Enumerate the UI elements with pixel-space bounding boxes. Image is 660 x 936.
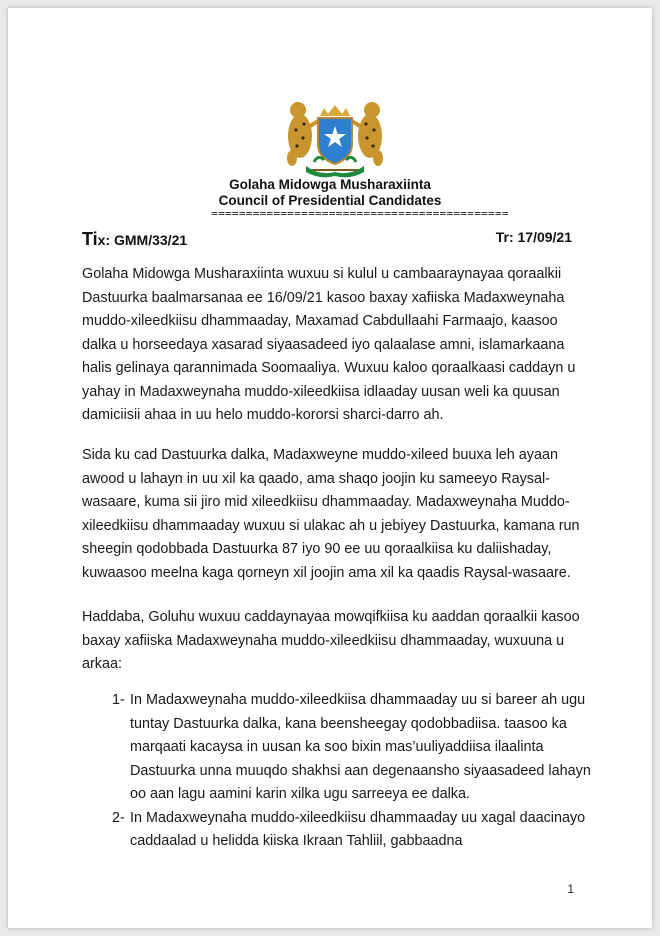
reference-prefix: Ti [82, 229, 98, 249]
council-name-english: Council of Presidential Candidates [218, 193, 442, 208]
right-leopard [350, 102, 383, 166]
list-item [112, 689, 602, 807]
list-marker: 2- [112, 809, 125, 826]
somalia-coat-of-arms [270, 96, 400, 180]
paragraph-2: Sida ku cad Dastuurka dalka, Madaxweyne muddo-xileed buuxa leh ayaan awood u lahayn in uu xil ka qaado, ama shaqo joojin ku sameeyo Raysal-wasaare, kuma sii jiro mid xileedkiisu dhammaaday. Madaxweynaha Muddo-xileedkiisu dhammaaday wuxuu si ulakac ah u jebiyey Dastuurka, kamana run sheegin qodobbada Dastuurka 87 iyo 90 ee uu qoraalkiisa ku daliishaday, kuwaasoo meelna kaga qorneyn xil joojin ama xil ka qaadis Raysal-wasaare. [82, 447, 580, 581]
document-date: Tr: 17/09/21 [495, 229, 572, 245]
reference-number [82, 229, 187, 250]
list-item [112, 807, 602, 854]
crown-icon [320, 105, 350, 116]
paragraph-1: Golaha Midowga Musharaxiinta wuxuu si kulul u cambaaraynayaa qoraalkii Dastuurka baalmarsanaa ee 16/09/21 kasoo baxay xafiiska Madaxweynaha muddo-xileedkiisu dhammaaday, Maxamad Cabdullaahi Farmaajo, kaasoo dalka u horseedaya xasarad siyaasadeed iyo qalaalase amni, islamarkaana halis gelinaya qarannimada Soomaaliya. Wuxuu kaloo qoraalkaasi caddayn u yahay in Madaxweynaha muddo-xileedkiisa idlaaday uusan weli ka quusan damiciisii ahaa in uu helo muddo-kororsi sharci-darro ah. [82, 266, 576, 423]
left-leopard [287, 102, 320, 166]
list-marker: 1- [112, 692, 125, 708]
list-item-text: In Madaxweynaha muddo-xileedkiisu dhammaaday uu xagal daacinayo caddaalad u helidda kiiska Ikraan Tahliil, gabbaadna [130, 809, 586, 849]
page-number: 1 [567, 882, 574, 896]
council-name-somali: Golaha Midowga Musharaxiinta [229, 177, 431, 192]
document-page [8, 8, 652, 928]
header-separator: =========================================== [211, 207, 509, 220]
reference-code: x: GMM/33/21 [97, 232, 188, 248]
position-list [112, 689, 602, 854]
ribbon-icon [306, 166, 364, 177]
list-item-text: In Madaxweynaha muddo-xileedkiisa dhammaaday uu si bareer ah ugu tuntay Dastuurka dalka, kana beensheegay qodobbadiisa. taasoo ka marqaati kacaysa in uusan ka soo bixin mas’uuliyaddiisa ilaalinta Dastuurka unna muuqdo shakhsi aan degenaansho siyaasadeed lahayn oo aan lagu aamini karin xilka ugu sarreeya ee dalka. [130, 692, 591, 802]
paragraph-3: Haddaba, Goluhu wuxuu caddaynayaa mowqifkiisa ku aaddan qoraalkii kasoo baxay xafiiska Madaxweynaha muddo-xileedkiisu dhammaaday, wuxuuna u arkaa: [82, 609, 580, 672]
